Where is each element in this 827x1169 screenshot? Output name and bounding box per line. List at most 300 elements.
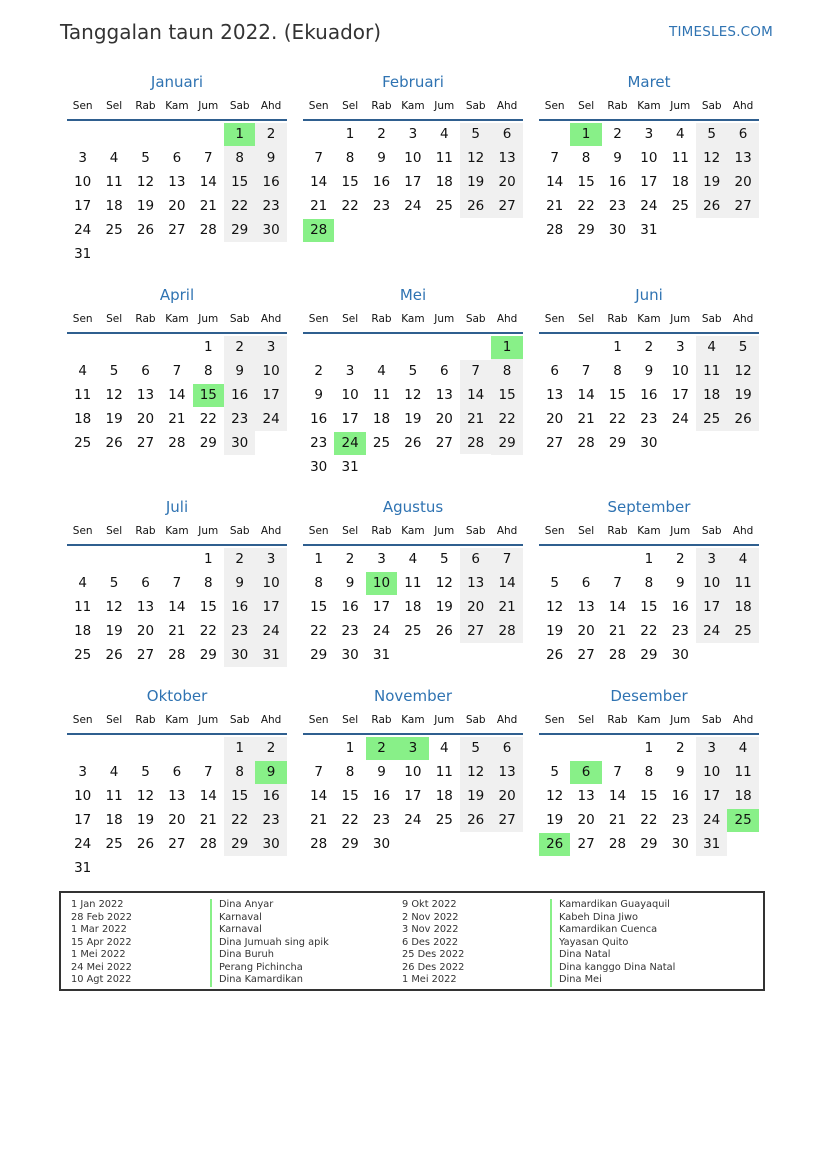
legend-date: 24 Mei 2022 [71, 961, 132, 973]
day-cell: 11 [372, 386, 391, 403]
weekday-header: Sab [465, 525, 486, 537]
day-cell: 26 [703, 197, 721, 214]
day-cell: 7 [203, 763, 213, 780]
day-cell: 4 [439, 740, 449, 756]
day-cell: 1 [644, 740, 654, 756]
day-cell: 12 [703, 149, 721, 166]
day-cell: 23 [262, 811, 280, 828]
month-title: Desember [610, 687, 688, 705]
day-cell: 8 [644, 763, 654, 780]
legend-holiday-name: Dina Kamardikan [210, 974, 303, 987]
day-cell: 28 [467, 434, 485, 451]
day-cell: 23 [671, 811, 689, 828]
month-title: Juni [635, 286, 663, 304]
day-cell: 3 [345, 362, 355, 379]
day-cell: 10 [640, 149, 658, 166]
day-cell: 28 [199, 835, 217, 852]
day-cell: 29 [341, 835, 359, 852]
weekday-header: Kam [637, 525, 661, 537]
day-cell: 3 [266, 339, 276, 355]
day-cell: 2 [377, 126, 386, 142]
day-cell: 25 [404, 622, 422, 639]
weekday-header: Ahd [496, 714, 518, 726]
day-cell: 7 [550, 149, 559, 166]
weekday-header: Kam [401, 714, 425, 726]
weekday-header: Sel [342, 525, 359, 537]
day-cell: 19 [105, 622, 123, 639]
day-cell: 27 [467, 622, 485, 639]
day-cell: 4 [109, 149, 119, 166]
month-september [539, 498, 759, 698]
header-rule [67, 119, 287, 121]
weekday-header: Jum [670, 100, 691, 112]
day-cell: 20 [577, 622, 595, 639]
day-cell: 30 [262, 221, 280, 238]
day-cell: 11 [435, 149, 453, 166]
day-cell: 29 [231, 835, 249, 852]
day-cell: 24 [404, 811, 422, 828]
day-cell: 15 [640, 787, 658, 804]
weekday-header: Kam [401, 100, 425, 112]
brand-link[interactable]: TIMESLES.COM [669, 24, 773, 40]
header-rule [539, 332, 759, 334]
day-cell: 5 [141, 763, 150, 780]
month-title: Oktober [146, 687, 208, 705]
day-cell: 25 [74, 434, 92, 451]
day-cell: 5 [550, 763, 559, 780]
day-cell: 28 [168, 646, 186, 663]
day-cell: 1 [613, 339, 622, 355]
day-cell: 20 [435, 410, 453, 427]
day-cell: 9 [675, 763, 685, 780]
day-cell: 9 [235, 362, 244, 379]
day-cell: 28 [608, 646, 627, 663]
weekday-header: Ahd [260, 100, 282, 112]
day-cell: 11 [105, 173, 123, 190]
day-cell: 24 [640, 197, 658, 214]
weekday-header: Sen [72, 714, 93, 726]
day-cell: 9 [345, 574, 355, 591]
holiday-day-cell: 1 [491, 336, 522, 359]
weekday-header: Sel [106, 714, 123, 726]
day-cell: 21 [310, 811, 328, 828]
day-cell: 21 [608, 811, 627, 828]
header-rule [303, 733, 523, 735]
day-cell: 31 [372, 646, 391, 663]
weekday-header: Sab [465, 100, 486, 112]
day-cell: 13 [577, 787, 595, 804]
day-cell: 2 [266, 126, 276, 142]
weekday-header: Sab [701, 714, 722, 726]
day-cell: 30 [341, 646, 359, 663]
weekday-header: Kam [637, 100, 661, 112]
day-cell: 19 [105, 410, 123, 427]
day-cell: 27 [577, 835, 595, 852]
day-cell: 4 [738, 551, 748, 567]
day-cell: 24 [74, 835, 92, 852]
day-cell: 15 [608, 386, 627, 403]
day-cell: 31 [640, 221, 658, 238]
legend-holiday-name: Dina kanggo Dina Natal [550, 962, 675, 975]
weekday-header: Jum [434, 100, 455, 112]
header-rule [539, 733, 759, 735]
day-cell: 26 [467, 811, 485, 828]
weekday-header: Jum [670, 714, 691, 726]
weekday-header: Sel [106, 313, 123, 325]
day-cell: 17 [703, 787, 721, 804]
day-cell: 19 [467, 173, 485, 190]
weekday-header: Rab [607, 100, 628, 112]
legend-holiday-name: Dina Mei [550, 974, 602, 987]
day-cell: 23 [372, 197, 391, 214]
month-oktober [67, 687, 287, 887]
day-cell: 26 [734, 410, 752, 427]
day-cell: 24 [671, 410, 689, 427]
day-cell: 23 [262, 197, 280, 214]
day-cell: 16 [372, 787, 391, 804]
weekday-header: Jum [198, 100, 219, 112]
weekday-header: Ahd [260, 714, 282, 726]
day-cell: 17 [341, 410, 359, 427]
day-cell: 31 [341, 458, 359, 475]
day-cell: 22 [310, 622, 328, 639]
weekday-header: Sab [229, 100, 250, 112]
day-cell: 9 [266, 149, 276, 166]
legend-holiday-name: Kabeh Dina Jiwo [550, 912, 638, 925]
weekday-header: Sab [465, 714, 486, 726]
day-cell: 8 [345, 149, 355, 166]
day-cell: 17 [262, 386, 280, 403]
day-cell: 6 [471, 551, 480, 567]
day-cell: 21 [199, 197, 217, 214]
day-cell: 1 [314, 551, 323, 567]
day-cell: 17 [703, 598, 721, 615]
day-cell: 3 [377, 551, 386, 567]
day-cell: 26 [404, 434, 422, 451]
weekday-header: Sel [578, 100, 595, 112]
day-cell: 14 [199, 787, 217, 804]
day-cell: 15 [640, 598, 658, 615]
day-cell: 31 [262, 646, 280, 663]
weekday-header: Sen [72, 313, 93, 325]
day-cell: 9 [644, 362, 654, 379]
day-cell: 12 [467, 149, 485, 166]
weekday-header: Ahd [732, 100, 754, 112]
day-cell: 15 [341, 173, 359, 190]
legend-holiday-name: Dina Anyar [210, 899, 273, 912]
day-cell: 3 [707, 740, 716, 756]
legend-date: 2 Nov 2022 [402, 911, 459, 923]
day-cell: 9 [314, 386, 323, 403]
weekday-header: Rab [371, 525, 392, 537]
weekday-header: Sen [544, 525, 565, 537]
weekday-header: Jum [198, 313, 219, 325]
day-cell: 9 [235, 574, 244, 591]
day-cell: 4 [707, 339, 716, 355]
day-cell: 19 [546, 811, 564, 828]
holiday-day-cell: 28 [303, 219, 334, 242]
weekday-header: Jum [670, 313, 691, 325]
month-juli [67, 498, 287, 698]
day-cell: 18 [105, 811, 123, 828]
month-november [303, 687, 523, 887]
day-cell: 8 [613, 362, 622, 379]
day-cell: 1 [203, 551, 213, 567]
holiday-day-cell: 10 [366, 572, 397, 595]
day-cell: 29 [640, 835, 658, 852]
day-cell: 15 [498, 386, 516, 403]
day-cell: 15 [341, 787, 359, 804]
day-cell: 23 [231, 622, 249, 639]
day-cell: 30 [231, 434, 249, 451]
weekday-header: Rab [135, 313, 156, 325]
day-cell: 10 [404, 763, 422, 780]
weekday-header: Sen [72, 100, 93, 112]
day-cell: 25 [435, 811, 453, 828]
day-cell: 7 [613, 574, 622, 591]
month-title: Maret [627, 73, 671, 91]
day-cell: 5 [550, 574, 559, 591]
weekday-header: Kam [165, 100, 189, 112]
day-cell: 17 [404, 787, 422, 804]
legend-holiday-name: Kamardikan Cuenca [550, 924, 657, 937]
holiday-day-cell: 25 [727, 809, 758, 832]
day-cell: 2 [235, 551, 244, 567]
legend-date: 15 Apr 2022 [71, 936, 132, 948]
legend-holiday-name: Karnaval [210, 924, 262, 937]
weekday-header: Ahd [732, 714, 754, 726]
weekday-header: Sab [701, 100, 722, 112]
day-cell: 6 [172, 149, 182, 166]
day-cell: 1 [345, 740, 355, 756]
day-cell: 3 [78, 149, 87, 166]
weekday-header: Rab [371, 313, 392, 325]
day-cell: 27 [498, 197, 516, 214]
day-cell: 27 [136, 434, 155, 451]
day-cell: 5 [408, 362, 418, 379]
weekday-header: Sel [578, 313, 595, 325]
day-cell: 12 [546, 598, 564, 615]
day-cell: 16 [262, 173, 280, 190]
day-cell: 1 [345, 126, 355, 142]
header-rule [67, 332, 287, 334]
day-cell: 9 [613, 149, 622, 166]
day-cell: 28 [546, 221, 564, 238]
day-cell: 17 [640, 173, 658, 190]
day-cell: 14 [546, 173, 564, 190]
day-cell: 7 [581, 362, 591, 379]
day-cell: 24 [703, 622, 721, 639]
month-april [67, 286, 287, 486]
day-cell: 4 [408, 551, 418, 567]
day-cell: 18 [435, 173, 453, 190]
weekday-header: Sen [308, 714, 329, 726]
day-cell: 23 [640, 410, 658, 427]
day-cell: 10 [341, 386, 359, 403]
weekday-header: Ahd [260, 313, 282, 325]
day-cell: 22 [199, 622, 217, 639]
legend-date: 10 Agt 2022 [71, 974, 132, 985]
day-cell: 14 [310, 787, 328, 804]
weekday-header: Sel [342, 100, 359, 112]
day-cell: 4 [738, 740, 748, 756]
day-cell: 2 [235, 339, 244, 355]
weekday-header: Sen [544, 714, 565, 726]
day-cell: 8 [581, 149, 591, 166]
day-cell: 17 [404, 173, 422, 190]
holiday-legend [59, 891, 765, 991]
day-cell: 2 [675, 740, 685, 756]
day-cell: 15 [310, 598, 328, 615]
day-cell: 24 [74, 221, 92, 238]
weekday-header: Sen [72, 525, 93, 537]
day-cell: 31 [74, 245, 92, 262]
day-cell: 15 [231, 787, 249, 804]
day-cell: 16 [671, 787, 689, 804]
legend-holiday-name: Dina Natal [550, 949, 611, 962]
weekday-header: Sab [701, 313, 722, 325]
day-cell: 16 [341, 598, 359, 615]
day-cell: 24 [703, 811, 721, 828]
legend-date: 26 Des 2022 [402, 961, 465, 973]
day-cell: 25 [703, 410, 721, 427]
day-cell: 26 [467, 197, 485, 214]
weekday-header: Sen [308, 525, 329, 537]
weekday-header: Kam [637, 714, 661, 726]
day-cell: 29 [498, 434, 516, 451]
day-cell: 23 [372, 811, 391, 828]
day-cell: 22 [608, 410, 627, 427]
day-cell: 28 [310, 835, 328, 852]
day-cell: 8 [502, 362, 512, 379]
day-cell: 16 [608, 173, 627, 190]
day-cell: 10 [262, 362, 280, 379]
day-cell: 10 [404, 149, 422, 166]
day-cell: 17 [372, 598, 391, 615]
day-cell: 29 [640, 646, 658, 663]
day-cell: 6 [502, 740, 512, 756]
day-cell: 22 [341, 197, 359, 214]
day-cell: 20 [498, 787, 516, 804]
day-cell: 6 [172, 763, 182, 780]
holiday-day-cell: 9 [255, 761, 286, 784]
day-cell: 18 [734, 787, 752, 804]
day-cell: 12 [105, 598, 123, 615]
day-cell: 7 [172, 362, 182, 379]
day-cell: 22 [640, 811, 658, 828]
day-cell: 4 [109, 763, 119, 780]
day-cell: 18 [74, 622, 92, 639]
weekday-header: Jum [434, 525, 455, 537]
day-cell: 21 [467, 410, 485, 427]
day-cell: 22 [341, 811, 359, 828]
day-cell: 30 [640, 434, 658, 451]
holiday-day-cell: 3 [397, 737, 428, 760]
day-cell: 8 [203, 574, 213, 591]
day-cell: 18 [372, 410, 391, 427]
day-cell: 18 [74, 410, 92, 427]
day-cell: 28 [498, 622, 516, 639]
legend-date: 1 Jan 2022 [71, 899, 124, 910]
day-cell: 23 [608, 197, 627, 214]
day-cell: 13 [136, 386, 155, 403]
day-cell: 14 [467, 386, 485, 403]
month-mei [303, 286, 523, 486]
day-cell: 5 [707, 126, 716, 142]
day-cell: 21 [310, 197, 328, 214]
day-cell: 1 [203, 339, 213, 355]
day-cell: 21 [498, 598, 516, 615]
day-cell: 6 [738, 126, 748, 142]
day-cell: 20 [168, 811, 186, 828]
day-cell: 21 [168, 622, 186, 639]
day-cell: 27 [435, 434, 453, 451]
day-cell: 28 [577, 434, 595, 451]
month-title: Juli [165, 498, 189, 516]
day-cell: 2 [345, 551, 355, 567]
day-cell: 13 [435, 386, 453, 403]
day-cell: 8 [644, 574, 654, 591]
day-cell: 5 [471, 740, 480, 756]
weekday-header: Sab [229, 714, 250, 726]
day-cell: 27 [734, 197, 752, 214]
day-cell: 1 [235, 740, 244, 756]
day-cell: 3 [644, 126, 654, 142]
day-cell: 20 [498, 173, 516, 190]
legend-date: 9 Okt 2022 [402, 899, 457, 910]
day-cell: 31 [703, 835, 721, 852]
day-cell: 6 [581, 574, 591, 591]
day-cell: 27 [546, 434, 564, 451]
month-maret [539, 73, 759, 273]
day-cell: 30 [372, 835, 391, 852]
weekday-header: Sen [544, 313, 565, 325]
day-cell: 27 [498, 811, 516, 828]
header-rule [539, 544, 759, 546]
day-cell: 25 [105, 221, 123, 238]
weekday-header: Sel [106, 100, 123, 112]
day-cell: 16 [372, 173, 391, 190]
day-cell: 29 [199, 434, 217, 451]
day-cell: 13 [498, 149, 516, 166]
day-cell: 13 [734, 149, 752, 166]
day-cell: 18 [404, 598, 422, 615]
holiday-day-cell: 15 [193, 384, 224, 407]
day-cell: 11 [703, 362, 721, 379]
weekday-header: Ahd [732, 525, 754, 537]
day-cell: 26 [435, 622, 453, 639]
day-cell: 11 [404, 574, 422, 591]
day-cell: 8 [235, 763, 244, 780]
day-cell: 7 [613, 763, 622, 780]
weekday-header: Kam [637, 313, 661, 325]
legend-holiday-name: Dina Jumuah sing apik [210, 937, 329, 950]
day-cell: 8 [235, 149, 244, 166]
day-cell: 4 [439, 126, 449, 142]
day-cell: 2 [675, 551, 685, 567]
day-cell: 12 [546, 787, 564, 804]
day-cell: 28 [199, 221, 217, 238]
day-cell: 19 [136, 197, 155, 214]
day-cell: 27 [136, 646, 155, 663]
day-cell: 22 [498, 410, 516, 427]
day-cell: 14 [310, 173, 328, 190]
day-cell: 20 [546, 410, 564, 427]
weekday-header: Ahd [496, 100, 518, 112]
month-title: Mei [399, 286, 427, 304]
day-cell: 20 [168, 197, 186, 214]
day-cell: 31 [74, 859, 92, 876]
